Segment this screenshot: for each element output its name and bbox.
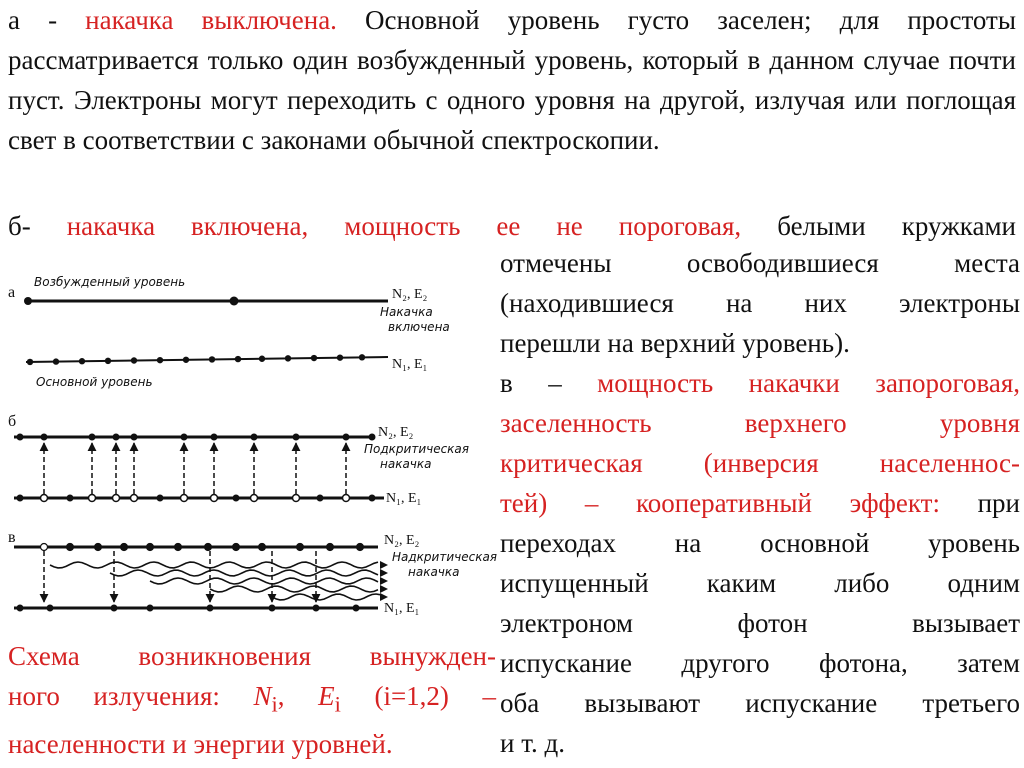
electron <box>147 544 154 551</box>
photon-arrowhead <box>380 561 388 569</box>
vacancy <box>343 495 350 502</box>
level-n1-label: N₁, E₁ <box>384 601 420 616</box>
paragraph-a-prefix: а - <box>8 5 86 35</box>
photon-wave <box>272 594 380 600</box>
electron <box>111 605 118 612</box>
electron <box>27 359 33 365</box>
paragraph-v-prefix: в – <box>500 368 598 398</box>
photon-arrowhead <box>380 577 388 585</box>
electron <box>157 357 163 363</box>
vacancy <box>293 495 300 502</box>
electron <box>17 434 24 441</box>
panel-label-b: б <box>8 413 17 430</box>
caption-index: i <box>271 691 278 717</box>
electron <box>327 544 334 551</box>
text-line: и т. д. <box>500 728 565 758</box>
text-line: испущенный каким либо одним <box>500 568 1020 598</box>
paragraph-b-prefix: б- <box>8 211 67 241</box>
vacancy <box>211 495 218 502</box>
electron <box>211 434 218 441</box>
level-n2-label: N₂, E₂ <box>378 425 414 440</box>
text-line: испускание другого фотона, затем <box>500 648 1020 678</box>
electron <box>285 355 291 361</box>
electron <box>17 495 24 502</box>
electron <box>175 544 182 551</box>
electron <box>131 434 138 441</box>
electron <box>369 434 376 441</box>
electron <box>251 434 258 441</box>
paragraph-v-highlight: заселенность верхнего уровня <box>500 408 1020 438</box>
electron <box>157 495 164 502</box>
caption-symbol-e: E <box>318 681 335 711</box>
supercritical-label: накачка <box>408 565 460 579</box>
electron <box>41 434 48 441</box>
electron <box>209 356 215 362</box>
electron <box>205 544 212 551</box>
electron <box>337 354 343 360</box>
electron <box>79 358 85 364</box>
electron <box>105 358 111 364</box>
caption-text: (i=1,2) – <box>340 681 496 711</box>
vacancy <box>41 495 48 502</box>
electron <box>235 356 241 362</box>
supercritical-label: Надкритическая <box>392 550 498 564</box>
text-line: перешли на верхний уровень). <box>500 328 850 358</box>
level-n2-label: N₂, E₂ <box>384 533 420 548</box>
pump-arrows-b <box>17 434 376 502</box>
electron <box>53 358 59 364</box>
electron <box>269 605 276 612</box>
stimulated-photon-waves <box>50 561 388 601</box>
paragraph-v-highlight: тей) – кооперативный эффект: <box>500 488 940 518</box>
vacancy <box>113 495 120 502</box>
electron <box>181 434 188 441</box>
photon-wave <box>150 578 378 584</box>
subcritical-label: Подкритическая <box>364 442 470 456</box>
electron <box>359 354 365 360</box>
electron <box>95 544 102 551</box>
electron <box>369 495 376 502</box>
panel-label-v: в <box>8 529 16 546</box>
caption-separator: , <box>277 681 319 711</box>
right-column-text <box>500 243 1020 763</box>
electron <box>24 297 32 305</box>
vacancy <box>251 495 258 502</box>
text-line: оба вызывают испускание третьего <box>500 688 1020 718</box>
caption-line: Схема возникновения вынужден- <box>8 641 496 671</box>
electron <box>113 434 120 441</box>
electron <box>233 495 240 502</box>
photon-wave <box>110 570 378 576</box>
electron <box>183 357 189 363</box>
paragraph-v-highlight: мощность накачки запороговая, <box>597 368 1020 398</box>
vacancy <box>181 495 188 502</box>
paragraph-a <box>8 0 1016 160</box>
electron <box>147 605 154 612</box>
energy-level-diagram <box>0 240 500 640</box>
level-n1-label: N₁, E₁ <box>392 357 428 372</box>
electron <box>297 544 304 551</box>
electron <box>17 605 24 612</box>
level-n2-label: N₂, E₂ <box>392 287 428 302</box>
electron <box>293 434 300 441</box>
electron <box>259 356 265 362</box>
caption-text: ного излучения: <box>8 681 254 711</box>
photon-arrowhead <box>380 593 388 601</box>
caption-line: населенности и энергии уровней. <box>8 729 393 760</box>
pump-on-label: Накачка <box>380 305 433 319</box>
caption-symbol-n: N <box>253 681 272 711</box>
pump-on-label: включена <box>388 320 450 334</box>
panel-label-a: а <box>8 284 16 301</box>
electron <box>67 495 74 502</box>
electron <box>41 544 48 551</box>
subcritical-label: накачка <box>380 457 432 471</box>
electron <box>131 357 137 363</box>
caption-index: i <box>334 691 341 717</box>
text-line: (находившиеся на них электроны <box>500 288 1020 318</box>
text-line: переходах на основной уровень <box>500 528 1020 558</box>
electron <box>121 544 128 551</box>
electron <box>343 434 350 441</box>
electron <box>311 355 317 361</box>
photon-arrowhead <box>380 585 388 593</box>
electron <box>47 605 54 612</box>
paragraph-v-text: при <box>939 488 1020 518</box>
vacancy <box>89 495 96 502</box>
electron <box>230 297 239 306</box>
electron <box>317 495 324 502</box>
photon-wave <box>50 562 378 568</box>
figure-caption <box>8 636 496 764</box>
pump-arrows-v <box>17 544 364 612</box>
paragraph-a-text: Основной уровень густо заселен; для простоты рассматривается только один возбужденный уровень, который в данном случае почти пуст. Электроны могут переходить с одного уровня на другой, излучая или поглощая свет в соответствии с законами обычной спектроскопии. <box>8 5 1016 155</box>
electron <box>313 605 320 612</box>
photon-arrowhead <box>380 569 388 577</box>
text-line: электроном фотон вызывает <box>500 608 1020 638</box>
photon-wave <box>210 586 378 592</box>
paragraph-b-text: белыми кружками <box>741 211 1016 241</box>
electron <box>357 544 364 551</box>
text-line: отмечены освободившиеся места <box>500 248 1020 278</box>
electron <box>353 605 360 612</box>
electron <box>259 544 266 551</box>
electron <box>67 544 74 551</box>
paragraph-a-highlight: накачка выключена. <box>85 5 337 35</box>
ground-level-label: Основной уровень <box>36 375 153 389</box>
vacancy <box>131 495 138 502</box>
paragraph-b-highlight: накачка включена, мощность ее не пороговая, <box>66 211 742 241</box>
paragraph-v-highlight: критическая (инверсия населеннос- <box>500 448 1020 478</box>
electron <box>89 434 96 441</box>
excited-level-label: Возбужденный уровень <box>34 275 186 289</box>
electron <box>233 544 240 551</box>
electron <box>207 605 214 612</box>
level-n1-label: N₁, E₁ <box>386 491 422 506</box>
